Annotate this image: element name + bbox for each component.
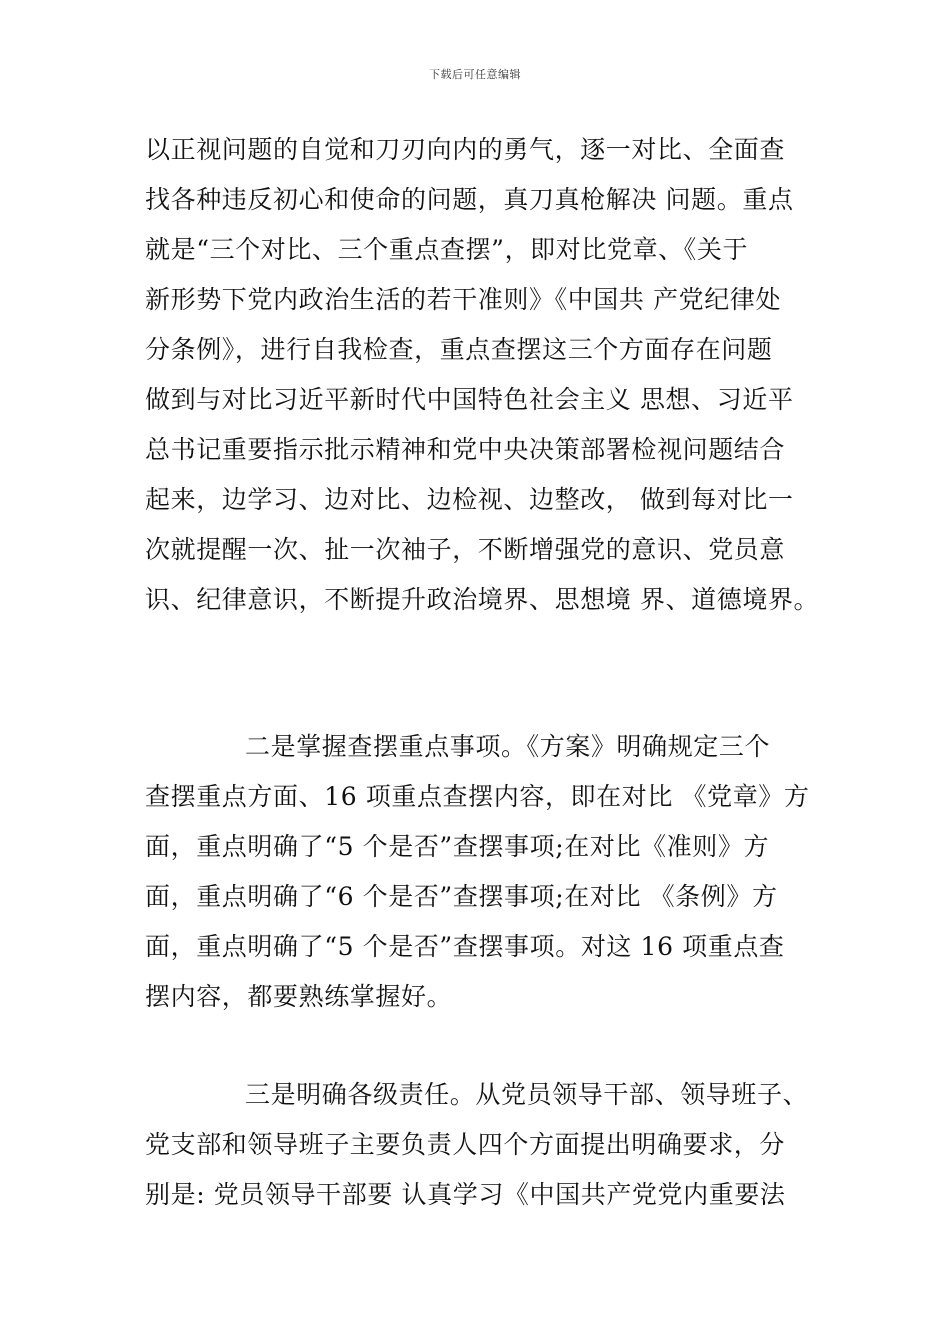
paragraph-1-line-3: 就是“三个对比、三个重点查摆”，即对比党章、《关于 [145,235,749,264]
paragraph-2-line-2: 查摆重点方面、16 项重点查摆内容，即在对比 《党章》方 [145,782,810,811]
paragraph-1-line-4: 新形势下党内政治生活的若干准则》《中国共 产党纪律处 [145,285,782,314]
paragraph-1-line-5: 分条例》，进行自我检查，重点查摆这三个方面存在问题 [145,335,773,364]
paragraph-3-line-3: 别是: 党员领导干部要 认真学习《中国共产党党内重要法 [145,1180,786,1209]
paragraph-1-line-9: 次就提醒一次、扯一次袖子，不断增强党的意识、党员意 [145,535,786,564]
paragraph-2-line-4: 面，重点明确了“6 个是否”查摆事项;在对比 《条例》方 [145,882,778,911]
paragraph-2-line-3: 面，重点明确了“5 个是否”查摆事项;在对比《准则》方 [145,832,770,861]
paragraph-1-line-10: 识、纪律意识，不断提升政治境界、思想境 界、道德境界。 [145,585,820,614]
paragraph-1-line-7: 总书记重要指示批示精神和党中央决策部署检视问题结合 [145,435,786,464]
paragraph-3-line-1: 三是明确各级责任。从党员领导干部、领导班子、 [245,1080,809,1109]
paragraph-2-line-1: 二是掌握查摆重点事项。《方案》明确规定三个 [245,732,771,761]
paragraph-2-line-6: 摆内容，都要熟练掌握好。 [145,982,453,1011]
paragraph-3-line-2: 党支部和领导班子主要负责人四个方面提出明确要求，分 [145,1130,786,1159]
paragraph-1-line-6: 做到与对比习近平新时代中国特色社会主义 思想、习近平 [145,385,794,414]
paragraph-1-line-8: 起来，边学习、边对比、边检视、边整改， 做到每对比一 [145,485,794,514]
paragraph-2-line-5: 面，重点明确了“5 个是否”查摆事项。对这 16 项重点查 [145,932,785,961]
page-header: 下载后可任意编辑 [429,68,521,81]
paragraph-1-line-1: 以正视问题的自觉和刀刃向内的勇气，逐一对比、全面查 [145,135,786,164]
paragraph-1-line-2: 找各种违反初心和使命的问题，真刀真枪解决 问题。重点 [145,185,794,214]
